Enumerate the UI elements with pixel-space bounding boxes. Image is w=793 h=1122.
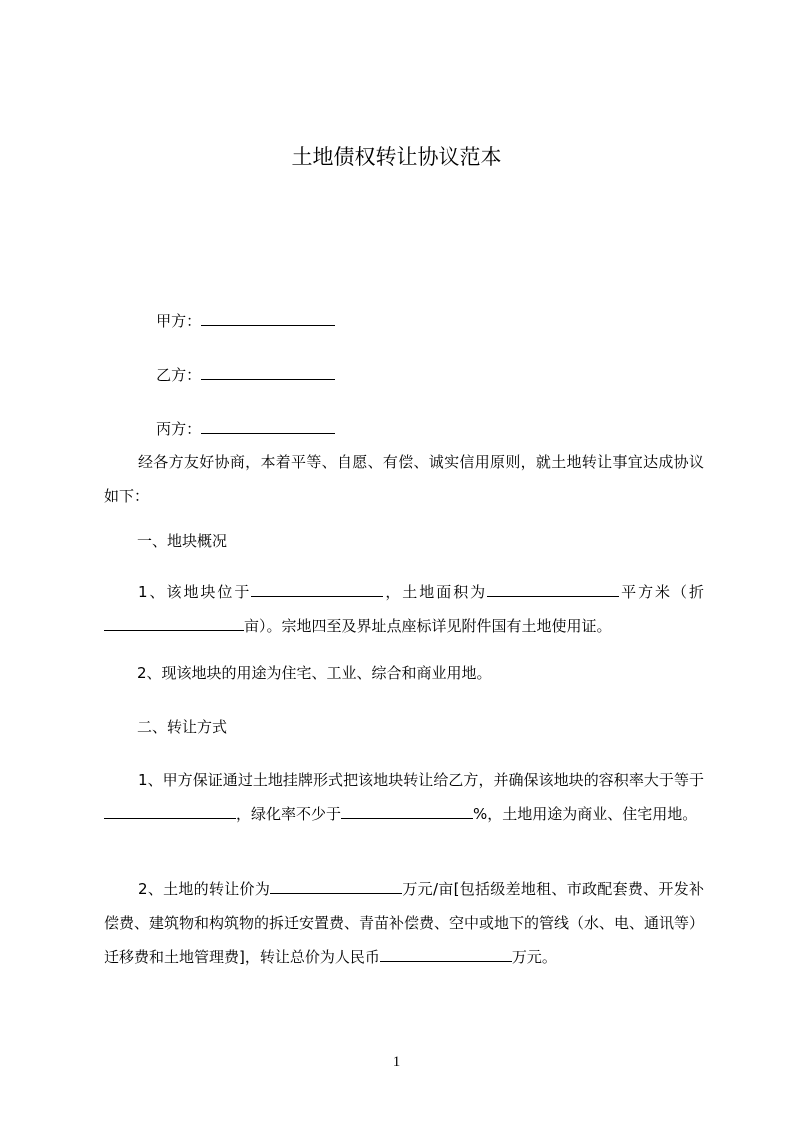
land-use-suffix: %，土地用途为商业、住宅用地。 — [473, 805, 698, 823]
plot-ratio-blank[interactable] — [104, 804, 236, 819]
price-per-mu-blank[interactable] — [270, 879, 402, 894]
section-2-item-2 — [104, 872, 704, 974]
preamble-paragraph: 经各方友好协商，本着平等、自愿、有偿、诚实信用原则，就土地转让事宜达成协议如下： — [104, 453, 704, 505]
location-blank[interactable] — [251, 582, 383, 597]
area-blank[interactable] — [487, 582, 619, 597]
area-label: ，土地面积为 — [383, 583, 488, 601]
party-a-line — [137, 291, 335, 351]
mu-suffix: 亩）。宗地四至及界址点座标详见附件国有土地使用证。 — [244, 617, 612, 635]
green-ratio-blank[interactable] — [341, 804, 473, 819]
section-2-item-1 — [104, 763, 704, 831]
party-c-label: 丙方： — [156, 420, 202, 438]
plot-ratio-prefix: 1、甲方保证通过土地挂牌形式把该地块转让给乙方，并确保该地块的容积率大于等于 — [138, 771, 704, 789]
page-number: 1 — [392, 1054, 401, 1070]
section-1-item-2: 2、现该地块的用途为住宅、工业、综合和商业用地。 — [137, 664, 492, 682]
party-a-label: 甲方： — [156, 312, 202, 330]
party-c-blank[interactable] — [201, 419, 335, 434]
location-prefix: 1、该地块位于 — [138, 583, 252, 601]
mu-blank[interactable] — [104, 616, 244, 631]
party-b-line — [137, 345, 335, 405]
total-price-blank[interactable] — [380, 947, 512, 962]
area-unit-label: 平方米（折 — [619, 583, 704, 601]
price-details: 万元/亩[包括级差地租、市政配套费、开发补偿费、建筑物和构筑物的拆迁安置费、青苗补偿费、空中或地下的管线（水、电、通讯等）迁移费和土地管理费]，转让总价为人民币 — [104, 880, 705, 966]
party-a-blank[interactable] — [201, 311, 335, 326]
section-1-item-1 — [104, 575, 704, 643]
section-1-heading: 一、地块概况 — [137, 532, 228, 550]
section-2-heading: 二、转让方式 — [137, 718, 228, 736]
green-ratio-label: ，绿化率不少于 — [236, 805, 342, 823]
party-b-blank[interactable] — [201, 365, 335, 380]
price-suffix: 万元。 — [511, 948, 557, 966]
document-title: 土地债权转让协议范本 — [291, 145, 502, 169]
party-b-label: 乙方： — [156, 366, 202, 384]
price-prefix: 2、土地的转让价为 — [138, 880, 271, 898]
